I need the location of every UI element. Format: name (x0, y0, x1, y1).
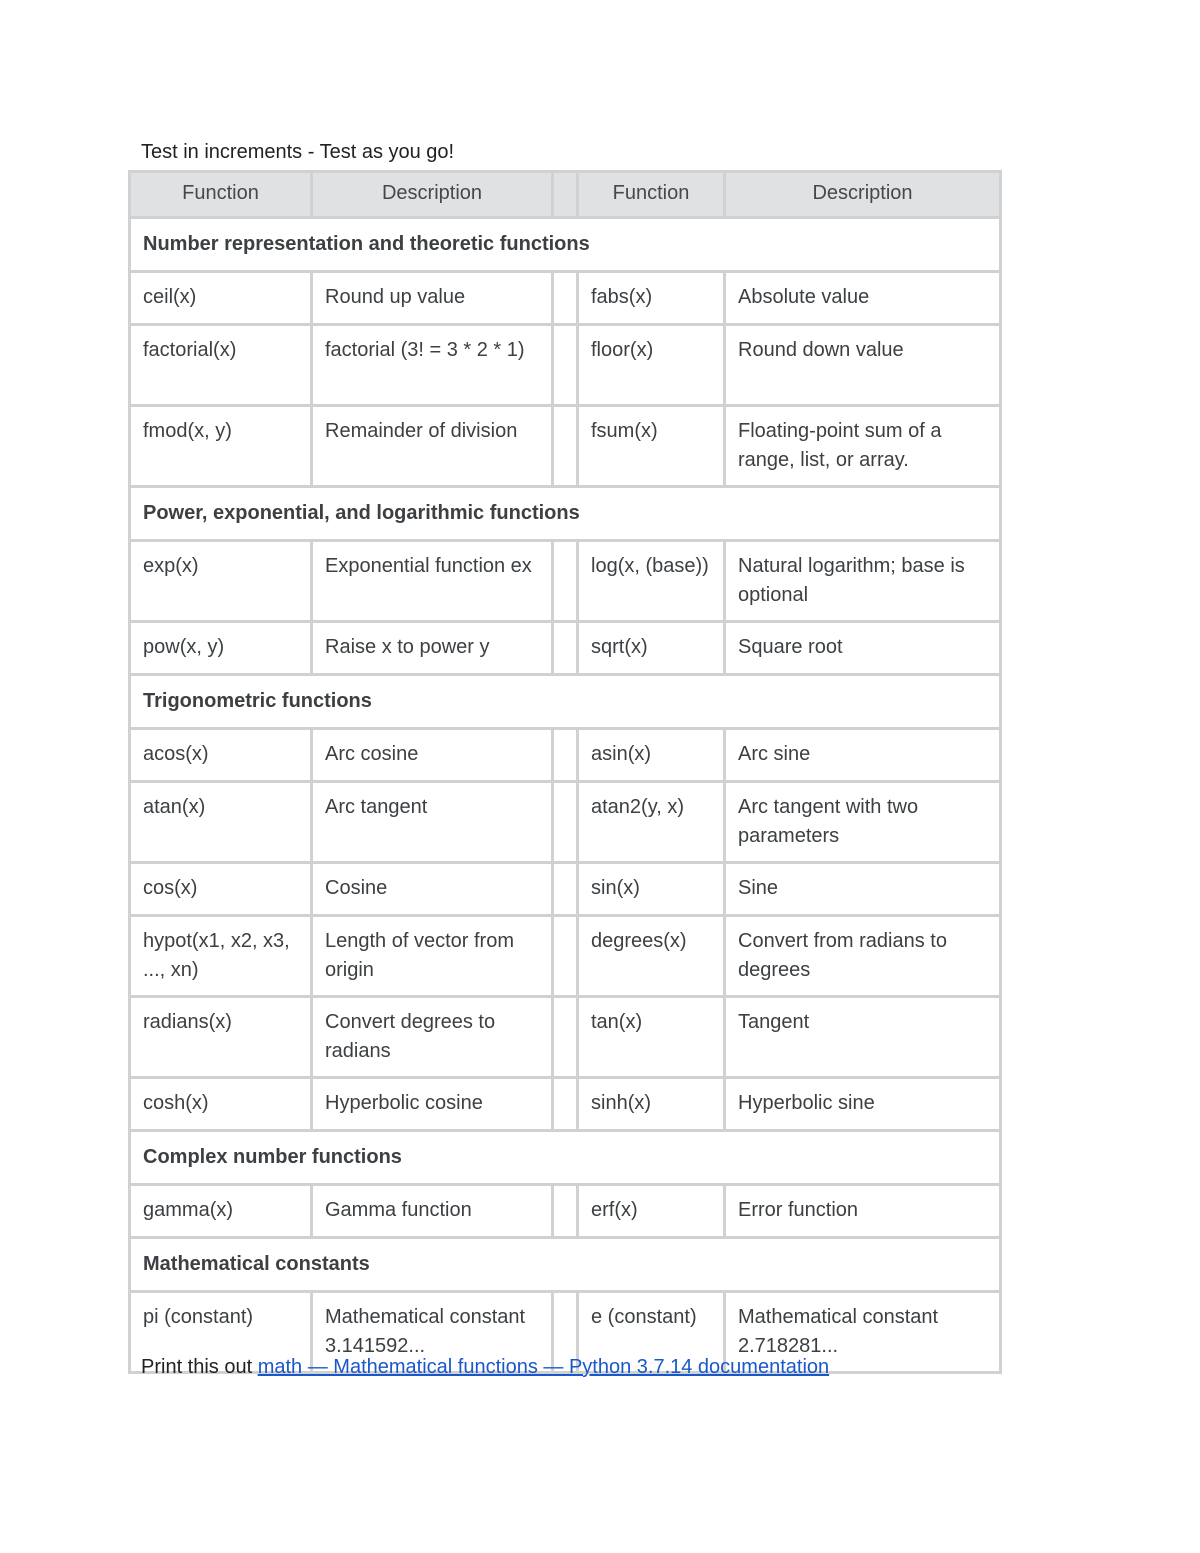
function-name-cell: atan(x) (130, 782, 312, 863)
spacer-cell (553, 541, 578, 622)
function-description-cell: Mathematical constant 3.141592... (312, 1292, 553, 1373)
spacer-cell (553, 1078, 578, 1131)
function-description-cell: Hyperbolic cosine (312, 1078, 553, 1131)
function-name-cell: fsum(x) (578, 406, 725, 487)
table-row (130, 863, 1001, 916)
header-description-right: Description (725, 172, 1001, 218)
function-description-cell: Absolute value (725, 272, 1001, 325)
header-function-left: Function (130, 172, 312, 218)
header-function-right: Function (578, 172, 725, 218)
spacer-cell (553, 863, 578, 916)
math-functions-table (128, 170, 1002, 1374)
function-name-cell: radians(x) (130, 997, 312, 1078)
function-description-cell: Arc cosine (312, 729, 553, 782)
function-description-cell: Natural logarithm; base is optional (725, 541, 1001, 622)
function-name-cell: sqrt(x) (578, 622, 725, 675)
function-description-cell: Arc tangent with two parameters (725, 782, 1001, 863)
table-row (130, 1078, 1001, 1131)
function-description-cell: Convert degrees to radians (312, 997, 553, 1078)
function-description-cell: Mathematical constant 2.718281... (725, 1292, 1001, 1373)
table-row (130, 325, 1001, 406)
function-name-cell: tan(x) (578, 997, 725, 1078)
function-name-cell: factorial(x) (130, 325, 312, 406)
function-name-cell: pow(x, y) (130, 622, 312, 675)
table-header-row (130, 172, 1001, 218)
function-description-cell: Tangent (725, 997, 1001, 1078)
table-row (130, 729, 1001, 782)
function-name-cell: floor(x) (578, 325, 725, 406)
function-name-cell: sin(x) (578, 863, 725, 916)
spacer-cell (553, 916, 578, 997)
table-row (130, 782, 1001, 863)
function-description-cell: Floating-point sum of a range, list, or array. (725, 406, 1001, 487)
function-name-cell: fabs(x) (578, 272, 725, 325)
function-description-cell: Gamma function (312, 1185, 553, 1238)
function-name-cell: cosh(x) (130, 1078, 312, 1131)
function-description-cell: Hyperbolic sine (725, 1078, 1001, 1131)
section-title: Number representation and theoretic functions (130, 218, 1001, 272)
page-heading: Test in increments - Test as you go! (141, 141, 455, 163)
spacer-cell (553, 997, 578, 1078)
table-row (130, 541, 1001, 622)
header-spacer (553, 172, 578, 218)
function-name-cell: acos(x) (130, 729, 312, 782)
function-name-cell: asin(x) (578, 729, 725, 782)
function-name-cell: gamma(x) (130, 1185, 312, 1238)
section-header-row (130, 1131, 1001, 1185)
table-row (130, 916, 1001, 997)
header-description-left: Description (312, 172, 553, 218)
function-name-cell: atan2(y, x) (578, 782, 725, 863)
section-header-row (130, 1238, 1001, 1292)
table-row (130, 997, 1001, 1078)
table-row (130, 406, 1001, 487)
table-body (130, 218, 1001, 1373)
spacer-cell (553, 622, 578, 675)
function-description-cell: Round down value (725, 325, 1001, 406)
function-description-cell: Error function (725, 1185, 1001, 1238)
section-header-row (130, 218, 1001, 272)
spacer-cell (553, 729, 578, 782)
table-row (130, 622, 1001, 675)
spacer-cell (553, 325, 578, 406)
function-name-cell: degrees(x) (578, 916, 725, 997)
function-description-cell: Arc sine (725, 729, 1001, 782)
section-header-row (130, 675, 1001, 729)
function-name-cell: exp(x) (130, 541, 312, 622)
function-description-cell: Raise x to power y (312, 622, 553, 675)
function-description-cell: Square root (725, 622, 1001, 675)
footer-note (141, 1356, 829, 1379)
function-description-cell: Convert from radians to degrees (725, 916, 1001, 997)
function-description-cell: Length of vector from origin (312, 916, 553, 997)
function-description-cell: Round up value (312, 272, 553, 325)
table-row (130, 1185, 1001, 1238)
spacer-cell (553, 272, 578, 325)
spacer-cell (553, 1185, 578, 1238)
function-name-cell: log(x, (base)) (578, 541, 725, 622)
spacer-cell (553, 782, 578, 863)
function-name-cell: cos(x) (130, 863, 312, 916)
function-description-cell: Sine (725, 863, 1001, 916)
function-name-cell: e (constant) (578, 1292, 725, 1373)
function-description-cell: factorial (3! = 3 * 2 * 1) (312, 325, 553, 406)
function-description-cell: Arc tangent (312, 782, 553, 863)
section-title: Mathematical constants (130, 1238, 1001, 1292)
section-title: Complex number functions (130, 1131, 1001, 1185)
function-name-cell: pi (constant) (130, 1292, 312, 1373)
function-name-cell: fmod(x, y) (130, 406, 312, 487)
section-title: Trigonometric functions (130, 675, 1001, 729)
function-description-cell: Cosine (312, 863, 553, 916)
section-header-row (130, 487, 1001, 541)
footer-prefix: Print this out (141, 1356, 258, 1378)
function-description-cell: Exponential function ex (312, 541, 553, 622)
spacer-cell (553, 406, 578, 487)
function-name-cell: erf(x) (578, 1185, 725, 1238)
function-name-cell: sinh(x) (578, 1078, 725, 1131)
function-description-cell: Remainder of division (312, 406, 553, 487)
function-name-cell: ceil(x) (130, 272, 312, 325)
table-row (130, 272, 1001, 325)
function-name-cell: hypot(x1, x2, x3, ..., xn) (130, 916, 312, 997)
section-title: Power, exponential, and logarithmic functions (130, 487, 1001, 541)
python-docs-link[interactable]: math — Mathematical functions — Python 3.7.14 documentation (257, 1356, 830, 1378)
